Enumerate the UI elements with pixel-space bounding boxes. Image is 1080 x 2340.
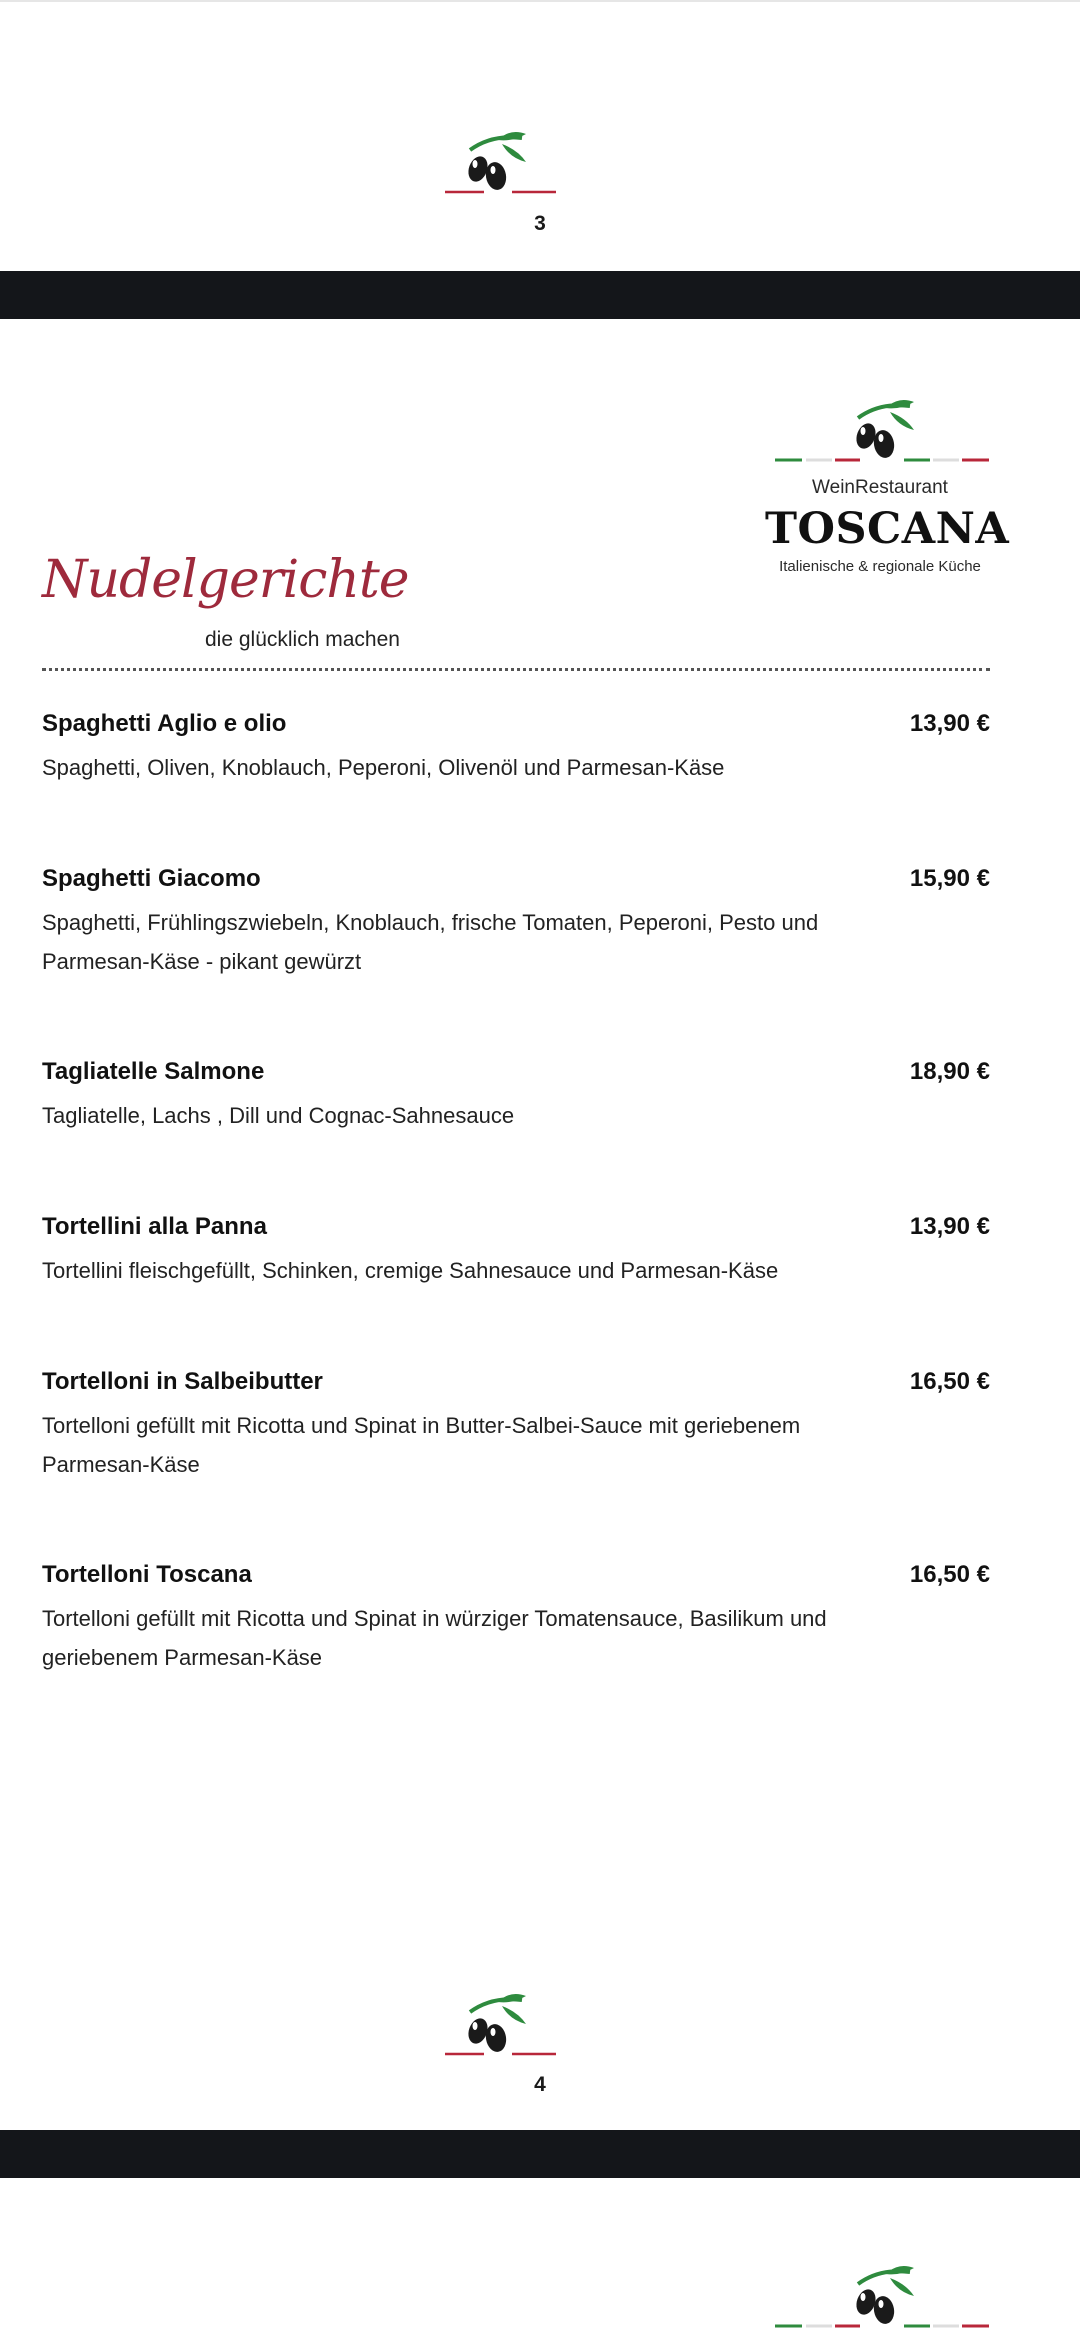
menu-item — [42, 1561, 990, 1681]
menu-item-description: Spaghetti, Frühlingszwiebeln, Knoblauch, frische Tomaten, Peperoni, Pesto und Parmesan-Käse - pikant gewürzt — [42, 910, 819, 974]
olive-branch-icon — [772, 2264, 992, 2332]
menu-item-description: Tortelloni gefüllt mit Ricotta und Spinat in Butter-Salbei-Sauce mit geriebenem Parmesan-Käse — [42, 1413, 801, 1477]
menu-item-price: 16,50 € — [909, 1561, 990, 1588]
page-number-top: 3 — [534, 212, 546, 235]
logo-name: TOSCANA — [765, 504, 1010, 554]
page-number-bottom: 4 — [534, 2073, 546, 2096]
section-subtitle: die glücklich machen — [205, 628, 400, 651]
menu-item-description: Tortelloni gefüllt mit Ricotta und Spinat in würziger Tomatensauce, Basilikum und geriebenem Parmesan-Käse — [42, 1606, 827, 1670]
menu-item-name: Tortelloni Toscana — [42, 1561, 252, 1588]
menu-item-name: Spaghetti Giacomo — [42, 865, 261, 892]
menu-item — [42, 1058, 990, 1138]
menu-item — [42, 710, 990, 790]
dotted-divider — [42, 668, 990, 671]
menu-item-name: Spaghetti Aglio e olio — [42, 710, 287, 737]
section-title: Nudelgerichte — [42, 550, 409, 610]
menu-item-description: Spaghetti, Oliven, Knoblauch, Peperoni, Olivenöl und Parmesan-Käse — [42, 755, 725, 780]
menu-item-name: Tagliatelle Salmone — [42, 1058, 265, 1085]
menu-item-price: 15,90 € — [909, 865, 990, 892]
top-divider — [0, 0, 1080, 2]
menu-item-description: Tortellini fleischgefüllt, Schinken, cremige Sahnesauce und Parmesan-Käse — [42, 1258, 779, 1283]
menu-item-name: Tortellini alla Panna — [42, 1213, 267, 1240]
menu-item — [42, 1213, 990, 1293]
menu-item-name: Tortelloni in Salbeibutter — [42, 1368, 323, 1395]
olive-branch-icon — [772, 398, 992, 466]
olive-branch-icon — [440, 128, 560, 198]
menu-item-price: 18,90 € — [909, 1058, 990, 1085]
menu-item-price: 13,90 € — [909, 1213, 990, 1240]
olive-branch-icon — [440, 1990, 560, 2060]
menu-item-price: 16,50 € — [909, 1368, 990, 1395]
menu-item — [42, 1368, 990, 1488]
menu-item-price: 13,90 € — [909, 710, 990, 737]
menu-item — [42, 865, 990, 985]
page-separator-bar — [0, 271, 1080, 319]
logo-tagline: Italienische & regionale Küche — [779, 558, 981, 575]
menu-item-description: Tagliatelle, Lachs , Dill und Cognac-Sahnesauce — [42, 1103, 515, 1128]
page-separator-bar — [0, 2130, 1080, 2178]
logo-subtitle: WeinRestaurant — [812, 477, 948, 498]
